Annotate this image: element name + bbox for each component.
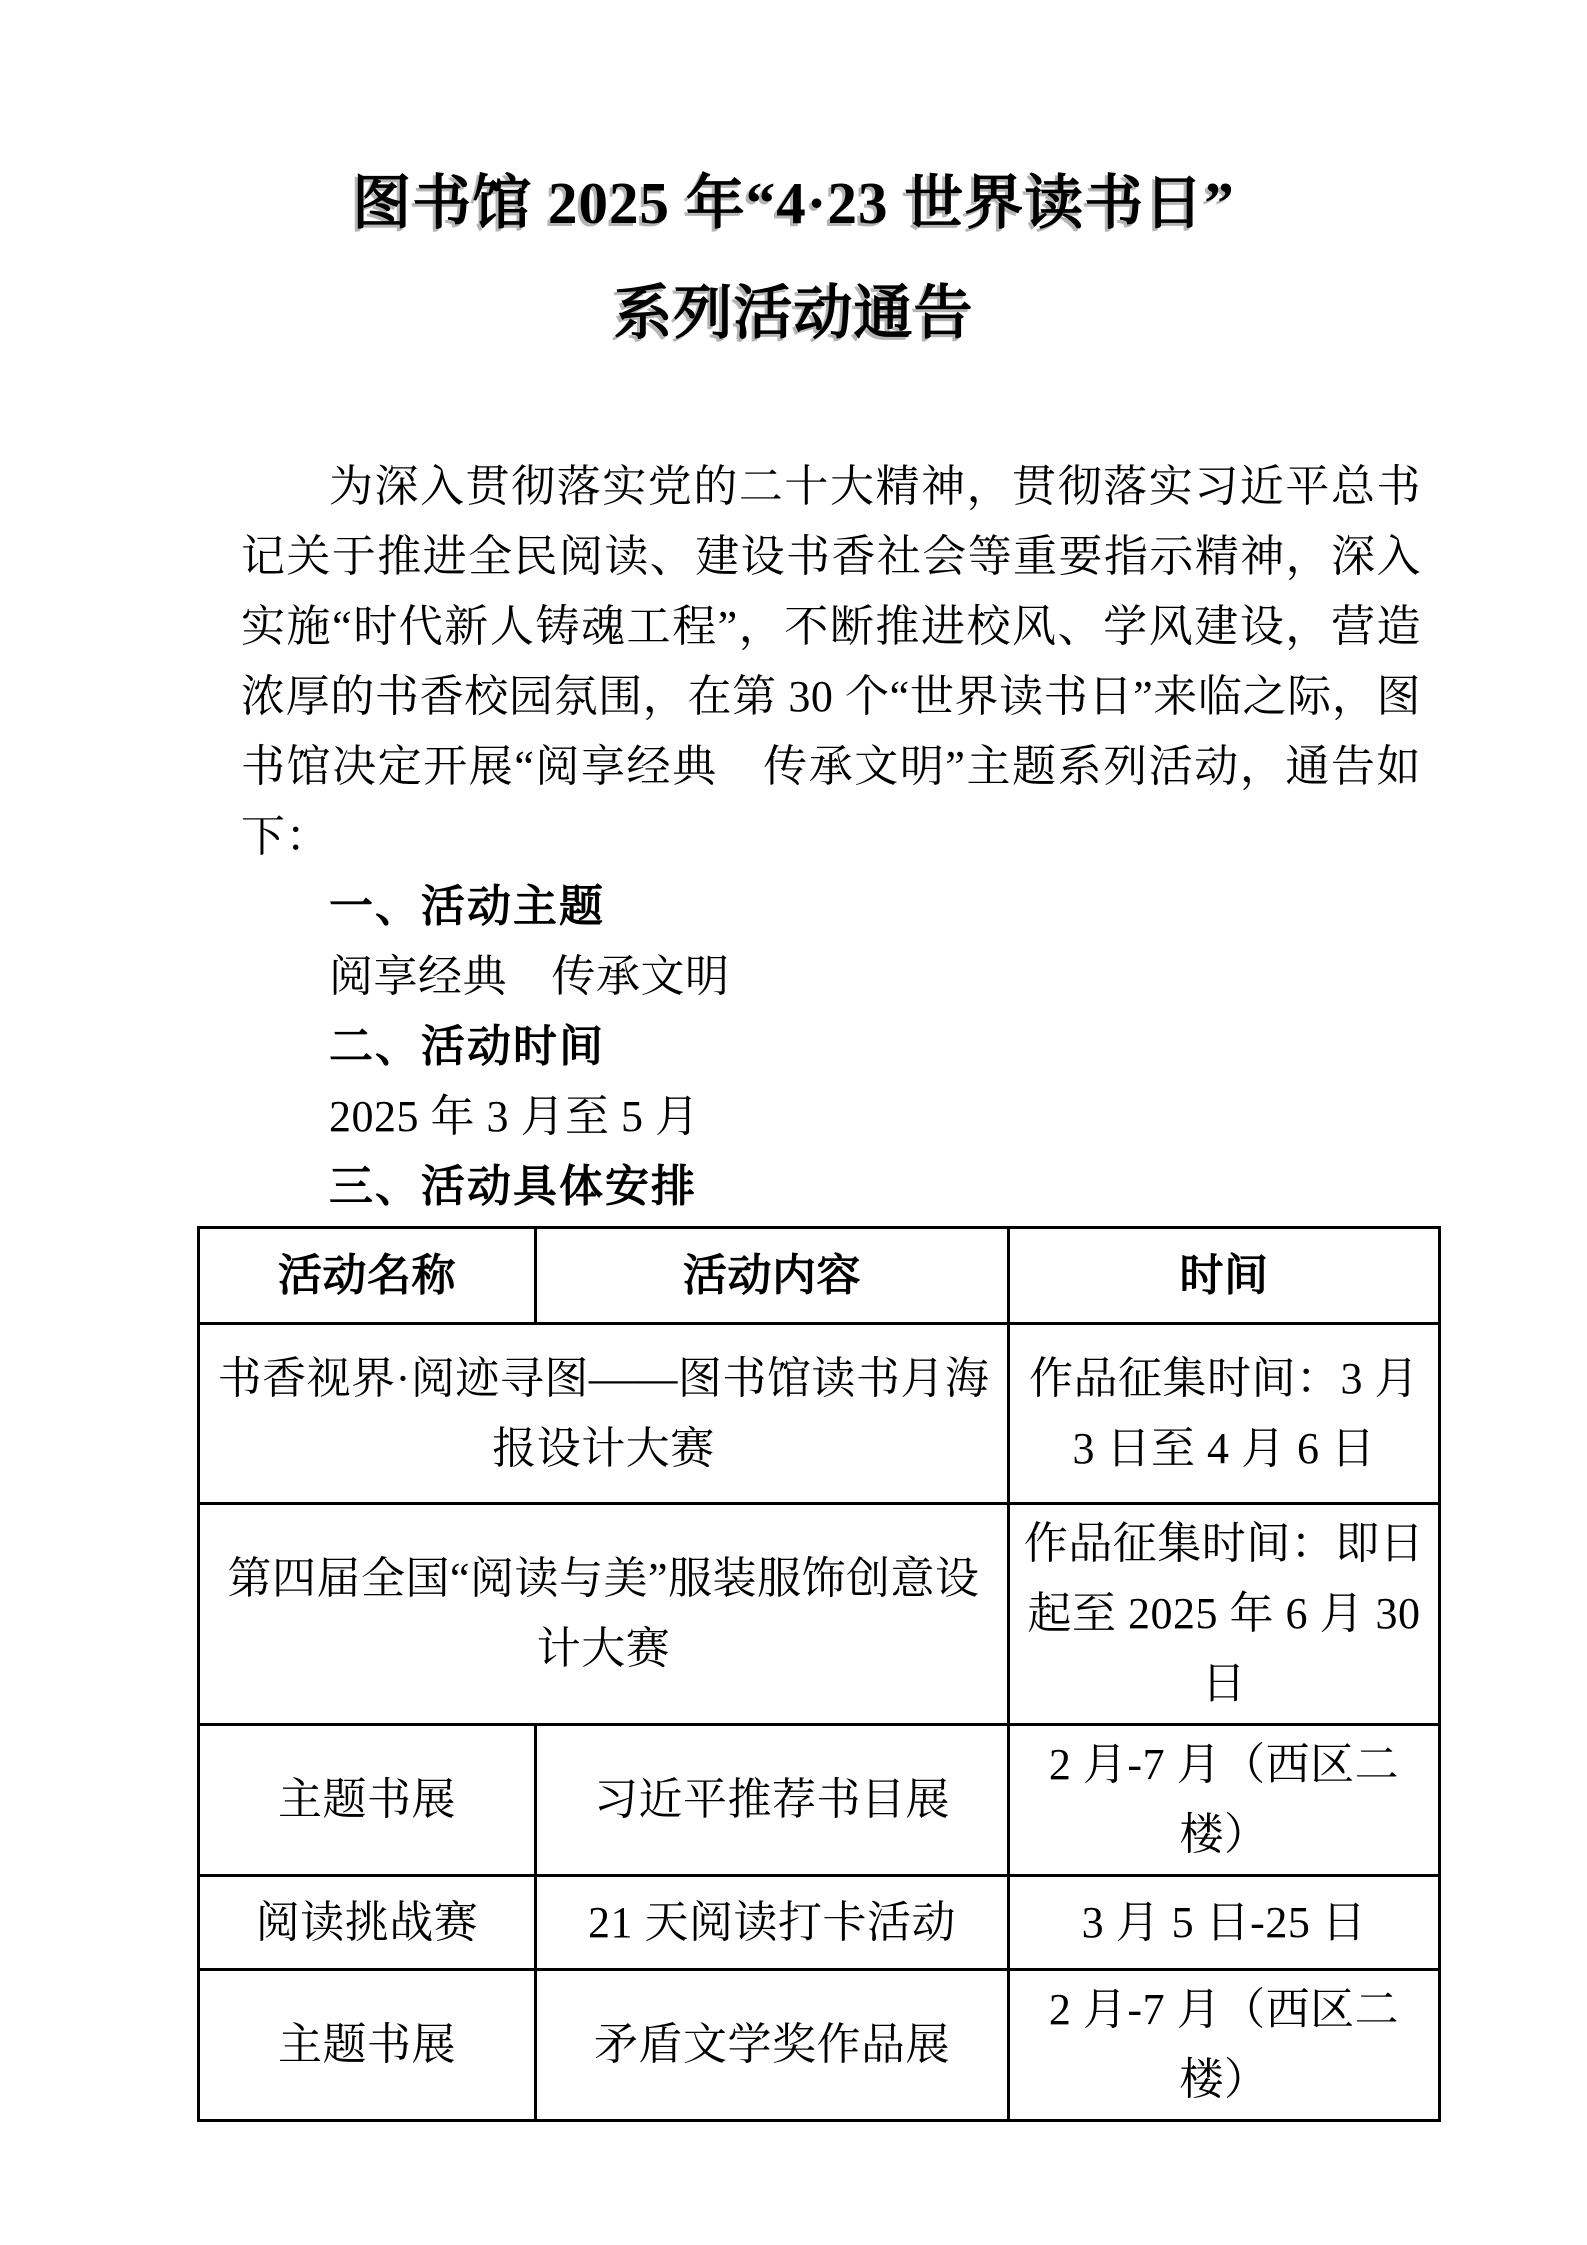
cell-activity-name: 主题书展 (199, 1725, 536, 1876)
cell-time: 3 月 5 日-25 日 (1009, 1876, 1440, 1970)
cell-time: 作品征集时间：3 月 3 日至 4 月 6 日 (1009, 1324, 1440, 1504)
section-content-theme: 阅享经典 传承文明 (329, 952, 730, 1001)
cell-activity-name: 主题书展 (199, 1970, 536, 2121)
section-heading-schedule: 三、活动具体安排 (329, 1162, 697, 1211)
table-row (199, 1504, 1440, 1725)
table-row (199, 1324, 1440, 1504)
page-title-line-1: 图书馆 2025 年“4·23 世界读书日” (352, 170, 1235, 236)
activities-table (197, 1226, 1441, 2122)
cell-time: 2 月-7 月（西区二楼） (1009, 1725, 1440, 1876)
document-body (217, 452, 1425, 2122)
table-row (199, 1725, 1440, 1876)
table-header-row (199, 1228, 1440, 1324)
cell-time: 作品征集时间：即日起至 2025 年 6 月 30 日 (1009, 1504, 1440, 1725)
intro-paragraph: 为深入贯彻落实党的二十大精神，贯彻落实习近平总书记关于推进全民阅读、建设书香社会等重要指示精神，深入实施“时代新人铸魂工程”，不断推进校风、学风建设，营造浓厚的书香校园氛围，在第 30 个“世界读书日”来临之际，图书馆决定开展“阅享经典 传承文明”主题系列活动，通告如下： (241, 462, 1421, 861)
table-row (199, 1970, 1440, 2121)
cell-activity-content: 习近平推荐书目展 (536, 1725, 1009, 1876)
cell-activity-content: 21 天阅读打卡活动 (536, 1876, 1009, 1970)
col-header-time: 时间 (1009, 1228, 1440, 1324)
page-title (0, 148, 1587, 368)
section-heading-theme: 一、活动主题 (329, 882, 605, 931)
table-row (199, 1876, 1440, 1970)
cell-time: 2 月-7 月（西区二楼） (1009, 1970, 1440, 2121)
cell-activity-name: 书香视界·阅迹寻图——图书馆读书月海报设计大赛 (199, 1324, 1009, 1504)
col-header-activity-content: 活动内容 (536, 1228, 1009, 1324)
section-content-time: 2025 年 3 月至 5 月 (329, 1092, 700, 1141)
col-header-activity-name: 活动名称 (199, 1228, 536, 1324)
page-title-line-2: 系列活动通告 (613, 280, 974, 346)
cell-activity-content: 矛盾文学奖作品展 (536, 1970, 1009, 2121)
section-heading-time: 二、活动时间 (329, 1022, 605, 1071)
cell-activity-name: 第四届全国“阅读与美”服装服饰创意设计大赛 (199, 1504, 1009, 1725)
cell-activity-name: 阅读挑战赛 (199, 1876, 536, 1970)
